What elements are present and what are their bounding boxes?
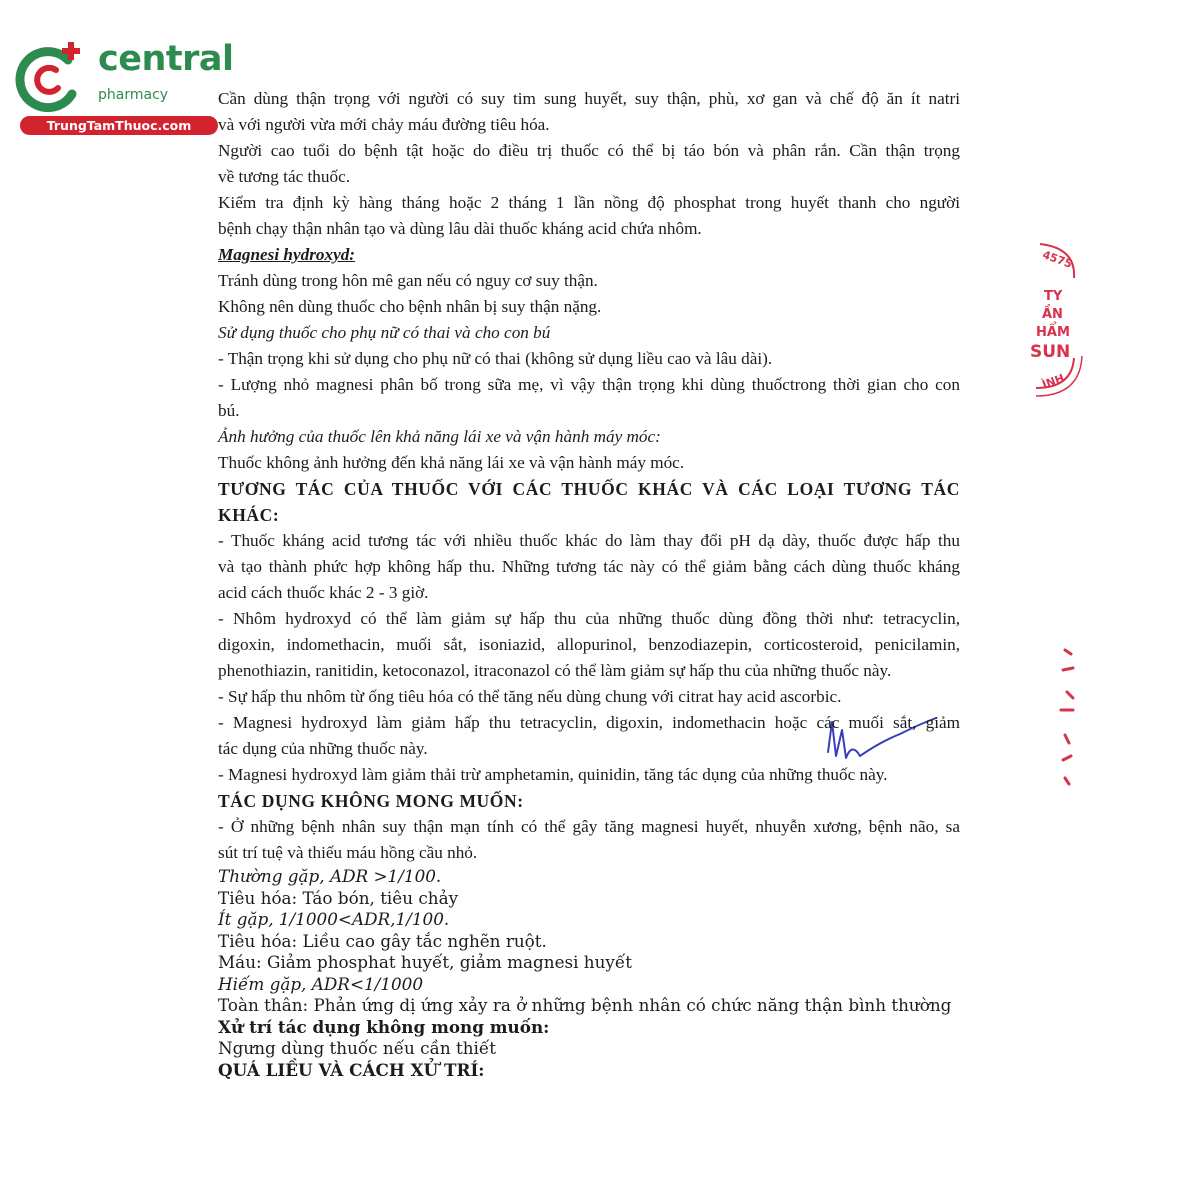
pharmacy-logo-mark-icon xyxy=(10,38,90,118)
text-line: - Magnesi hydroxyd làm giảm thải trừ amphetamin, quinidin, tăng tác dụng của những thuốc này. xyxy=(218,765,888,784)
text-line: - Thuốc kháng acid tương tác với nhiều thuốc khác do làm thay đổi pH dạ dày, thuốc được hấp thu xyxy=(218,531,960,550)
italic-subheading: Sử dụng thuốc cho phụ nữ có thai và cho con bú xyxy=(218,323,551,342)
text-line: - Lượng nhỏ magnesi phân bố trong sữa mẹ, vì vậy thận trọng khi dùng thuốctrong thời gian cho con xyxy=(218,375,960,394)
stamp-number: 4575 xyxy=(1040,248,1074,271)
text-line: Tiêu hóa: Liều cao gây tắc nghẽn ruột. xyxy=(218,930,547,951)
text-line: và với người vừa mới chảy máu đường tiêu hóa. xyxy=(218,115,550,134)
text-line: Người cao tuổi do bệnh tật hoặc do điều trị thuốc có thể bị táo bón và phân rắn. Cần thận trọng xyxy=(218,141,960,160)
company-stamp xyxy=(1028,238,1088,418)
section-heading: QUÁ LIỀU VÀ CÁCH XỬ TRÍ: xyxy=(218,1059,485,1080)
text-line: bệnh chạy thận nhân tạo và dùng lâu dài thuốc kháng acid chứa nhôm. xyxy=(218,219,702,238)
text-line: Cần dùng thận trọng với người có suy tim sung huyết, suy thận, phù, xơ gan và chế độ ăn ít natri xyxy=(218,89,960,108)
text-line: Thuốc không ảnh hưởng đến khả năng lái xe và vận hành máy móc. xyxy=(218,453,685,472)
section-heading: KHÁC: xyxy=(218,505,280,525)
text-line: - Thận trọng khi sử dụng cho phụ nữ có thai (không sử dụng liều cao và lâu dài). xyxy=(218,349,773,368)
text-line: phenothiazin, ranitidin, ketoconazol, itraconazol có thể làm giảm sự hấp thu của những thuốc này. xyxy=(218,661,892,680)
text-line: - Ở những bệnh nhân suy thận mạn tính có thể gây tăng magnesi huyết, nhuyễn xương, bệnh não, sa xyxy=(218,817,960,836)
document-body xyxy=(218,86,960,1081)
text-line: sút trí tuệ và thiếu máu hồng cầu nhỏ. xyxy=(218,843,478,862)
section-subheading: Magnesi hydroxyd: xyxy=(218,245,356,264)
stamp-text-line: SUN xyxy=(1030,342,1071,362)
text-line: về tương tác thuốc. xyxy=(218,167,350,186)
stamp-text-line: TY xyxy=(1044,289,1063,304)
stamp-text-line: ÌNH xyxy=(1040,371,1067,392)
frequency-heading: Hiếm gặp, ADR<1/1000 xyxy=(218,973,424,994)
frequency-heading: Ít gặp, 1/1000<ADR,1/100. xyxy=(218,909,450,929)
text-line: Kiểm tra định kỳ hàng tháng hoặc 2 tháng 1 lần nồng độ phosphat trong huyết thanh cho người xyxy=(218,193,960,212)
text-line: Toàn thân: Phản ứng dị ứng xảy ra ở những bệnh nhân có chức năng thận bình thường xyxy=(218,995,952,1015)
text-line: acid cách thuốc khác 2 - 3 giờ. xyxy=(218,583,429,602)
text-line: - Nhôm hydroxyd có thể làm giảm sự hấp thu của những thuốc dùng đồng thời như: tetracyclin, xyxy=(218,609,960,628)
text-line: Tiêu hóa: Táo bón, tiêu chảy xyxy=(218,887,459,908)
text-line: - Magnesi hydroxyd làm giảm hấp thu tetracyclin, digoxin, indomethacin hoặc các muối sắt, giảm xyxy=(218,713,960,732)
logo-subtitle: pharmacy xyxy=(98,87,169,103)
section-heading: TƯƠNG TÁC CỦA THUỐC VỚI CÁC THUỐC KHÁC VÀ CÁC LOẠI TƯƠNG TÁC xyxy=(218,479,960,499)
italic-subheading: Ảnh hưởng của thuốc lên khả năng lái xe và vận hành máy móc: xyxy=(218,427,661,446)
central-pharmacy-logo xyxy=(10,38,234,138)
frequency-heading: Thường gặp, ADR >1/100. xyxy=(218,866,442,886)
text-line: digoxin, indomethacin, muối sắt, isoniazid, allopurinol, benzodiazepin, corticosteroid, penicilamin, xyxy=(218,635,960,654)
stamp-fragment-marks-icon xyxy=(1055,640,1080,790)
text-line: bú. xyxy=(218,401,240,420)
text-line: tác dụng của những thuốc này. xyxy=(218,739,428,758)
stamp-text-line: ẦN xyxy=(1042,307,1063,322)
text-line: - Sự hấp thu nhôm từ ống tiêu hóa có thể tăng nếu dùng chung với citrat hay acid ascorbic. xyxy=(218,687,842,706)
section-heading: TÁC DỤNG KHÔNG MONG MUỐN: xyxy=(218,791,524,811)
text-line: Không nên dùng thuốc cho bệnh nhân bị suy thận nặng. xyxy=(218,297,602,316)
stamp-text-line: HẨM xyxy=(1036,325,1070,340)
logo-website: TrungTamThuoc.com xyxy=(20,116,218,135)
section-subheading: Xử trí tác dụng không mong muốn: xyxy=(218,1016,550,1037)
text-line: Ngưng dùng thuốc nếu cần thiết xyxy=(218,1038,496,1058)
text-line: và tạo thành phức hợp không hấp thu. Những tương tác này có thể giảm bằng cách dùng thuốc kháng xyxy=(218,557,960,576)
text-line: Máu: Giảm phosphat huyết, giảm magnesi huyết xyxy=(218,952,632,972)
text-line: Tránh dùng trong hôn mê gan nếu có nguy cơ suy thận. xyxy=(218,271,598,290)
logo-brand-name: central xyxy=(98,39,234,79)
